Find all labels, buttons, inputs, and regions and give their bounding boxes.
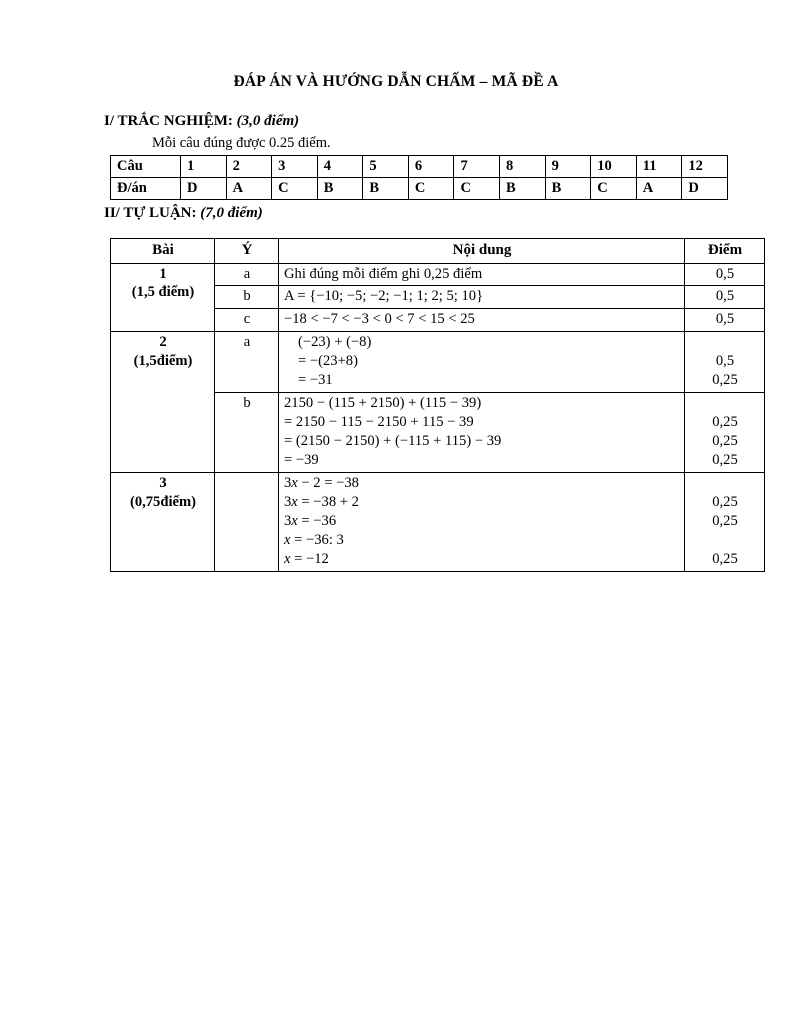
header-noi-dung: Nội dung — [279, 239, 685, 264]
table-row — [111, 263, 765, 286]
section-essay-label: II/ TỰ LUẬN: — [104, 205, 197, 221]
content-line: 3x = −38 + 2 — [284, 494, 359, 511]
score-value: 0,5 — [715, 311, 735, 328]
question-points: (1,5 điểm) — [131, 284, 195, 301]
score-value: 0,5 — [715, 265, 735, 282]
mc-table-body — [111, 156, 728, 200]
mc-answer-letter: D — [181, 178, 227, 200]
mc-question-number: 5 — [363, 156, 409, 178]
score-value: 0,25 — [712, 513, 738, 530]
score-cell — [685, 286, 765, 309]
essay-table-body — [111, 239, 765, 572]
header-y: Ý — [215, 239, 279, 264]
question-number-cell — [111, 332, 215, 473]
mc-question-number: 4 — [317, 156, 363, 178]
part-label-cell: a — [215, 332, 279, 393]
mc-scoring-note: Mỗi câu đúng được 0.25 điểm. — [152, 135, 331, 151]
part-label-cell: b — [215, 286, 279, 309]
mc-question-number: 2 — [226, 156, 272, 178]
mc-row-label-cau: Câu — [111, 156, 181, 178]
section-essay-points: (7,0 điểm) — [200, 205, 263, 221]
score-cell — [685, 263, 765, 286]
content-cell — [279, 263, 685, 286]
essay-table-header-row — [111, 239, 765, 264]
score-value: 0,25 — [712, 452, 738, 469]
mc-answer-letter: C — [408, 178, 454, 200]
mc-answer-letter: B — [545, 178, 591, 200]
content-cell — [279, 286, 685, 309]
mc-question-number: 11 — [636, 156, 682, 178]
mc-answer-letter: D — [682, 178, 728, 200]
score-value: 0,25 — [712, 494, 738, 511]
content-line: x = −12 — [284, 551, 329, 568]
content-line: −18 < −7 < −3 < 0 < 7 < 15 < 25 — [284, 311, 475, 328]
question-number: 2 — [159, 334, 167, 351]
mc-answer-row — [111, 178, 728, 200]
question-number-cell — [111, 473, 215, 572]
content-line: 2150 − (115 + 2150) + (115 − 39) — [284, 395, 482, 412]
score-value: 0,5 — [715, 353, 735, 370]
header-diem: Điểm — [685, 239, 765, 264]
section-mc-label: I/ TRẮC NGHIỆM: — [104, 113, 233, 129]
score-cell — [685, 309, 765, 332]
question-points: (1,5điểm) — [133, 353, 193, 370]
mc-question-number: 10 — [591, 156, 637, 178]
content-line: = −31 — [298, 372, 333, 389]
part-label-cell: b — [215, 393, 279, 473]
content-line: x = −36: 3 — [284, 532, 344, 549]
mc-answer-letter: C — [591, 178, 637, 200]
content-line: = (2150 − 2150) + (−115 + 115) − 39 — [284, 433, 502, 450]
score-value: 0,25 — [712, 372, 738, 389]
mc-row-label-dap-an: Đ/án — [111, 178, 181, 200]
mc-question-number: 6 — [408, 156, 454, 178]
score-value: 0,25 — [712, 433, 738, 450]
part-label-cell: c — [215, 309, 279, 332]
content-line: = −39 — [284, 452, 319, 469]
mc-answer-letter: B — [363, 178, 409, 200]
section-heading-essay — [104, 205, 263, 222]
score-cell — [685, 473, 765, 572]
question-number: 3 — [159, 475, 167, 492]
header-bai: Bài — [111, 239, 215, 264]
score-cell — [685, 332, 765, 393]
table-row — [111, 332, 765, 393]
content-line: Ghi đúng mỗi điểm ghi 0,25 điểm — [284, 265, 483, 282]
mc-question-number: 12 — [682, 156, 728, 178]
score-cell — [685, 393, 765, 473]
question-number-cell — [111, 263, 215, 332]
page-title: ĐÁP ÁN VÀ HƯỚNG DẪN CHẤM – MÃ ĐỀ A — [233, 73, 559, 90]
score-value: 0,25 — [712, 551, 738, 568]
mc-question-number: 8 — [500, 156, 546, 178]
section-heading-multiple-choice — [104, 113, 299, 130]
mc-answer-letter: B — [317, 178, 363, 200]
mc-question-number: 9 — [545, 156, 591, 178]
mc-answer-letter: A — [226, 178, 272, 200]
part-label-cell: a — [215, 263, 279, 286]
mc-answer-letter: B — [500, 178, 546, 200]
content-line: 3x = −36 — [284, 513, 337, 530]
content-cell — [279, 473, 685, 572]
mc-answer-letter: C — [454, 178, 500, 200]
content-line: (−23) + (−8) — [298, 334, 372, 351]
content-line: = 2150 − 115 − 2150 + 115 − 39 — [284, 414, 474, 431]
mc-answer-letter: A — [636, 178, 682, 200]
essay-grading-table — [110, 238, 765, 572]
question-number: 1 — [159, 265, 167, 282]
question-points: (0,75điểm) — [129, 494, 197, 511]
content-cell — [279, 332, 685, 393]
content-cell — [279, 309, 685, 332]
section-mc-points: (3,0 điểm) — [236, 113, 300, 129]
part-label-cell — [215, 473, 279, 572]
mc-question-number: 3 — [272, 156, 318, 178]
content-line: 3x − 2 = −38 — [284, 475, 359, 492]
mc-question-row — [111, 156, 728, 178]
multiple-choice-answer-table — [110, 155, 728, 200]
mc-question-number: 1 — [181, 156, 227, 178]
score-value: 0,5 — [715, 288, 735, 305]
content-line: = −(23+8) — [298, 353, 358, 370]
mc-answer-letter: C — [272, 178, 318, 200]
content-line: A = {−10; −5; −2; −1; 1; 2; 5; 10} — [284, 288, 484, 305]
table-row — [111, 473, 765, 572]
score-value: 0,25 — [712, 414, 738, 431]
mc-question-number: 7 — [454, 156, 500, 178]
content-cell — [279, 393, 685, 473]
